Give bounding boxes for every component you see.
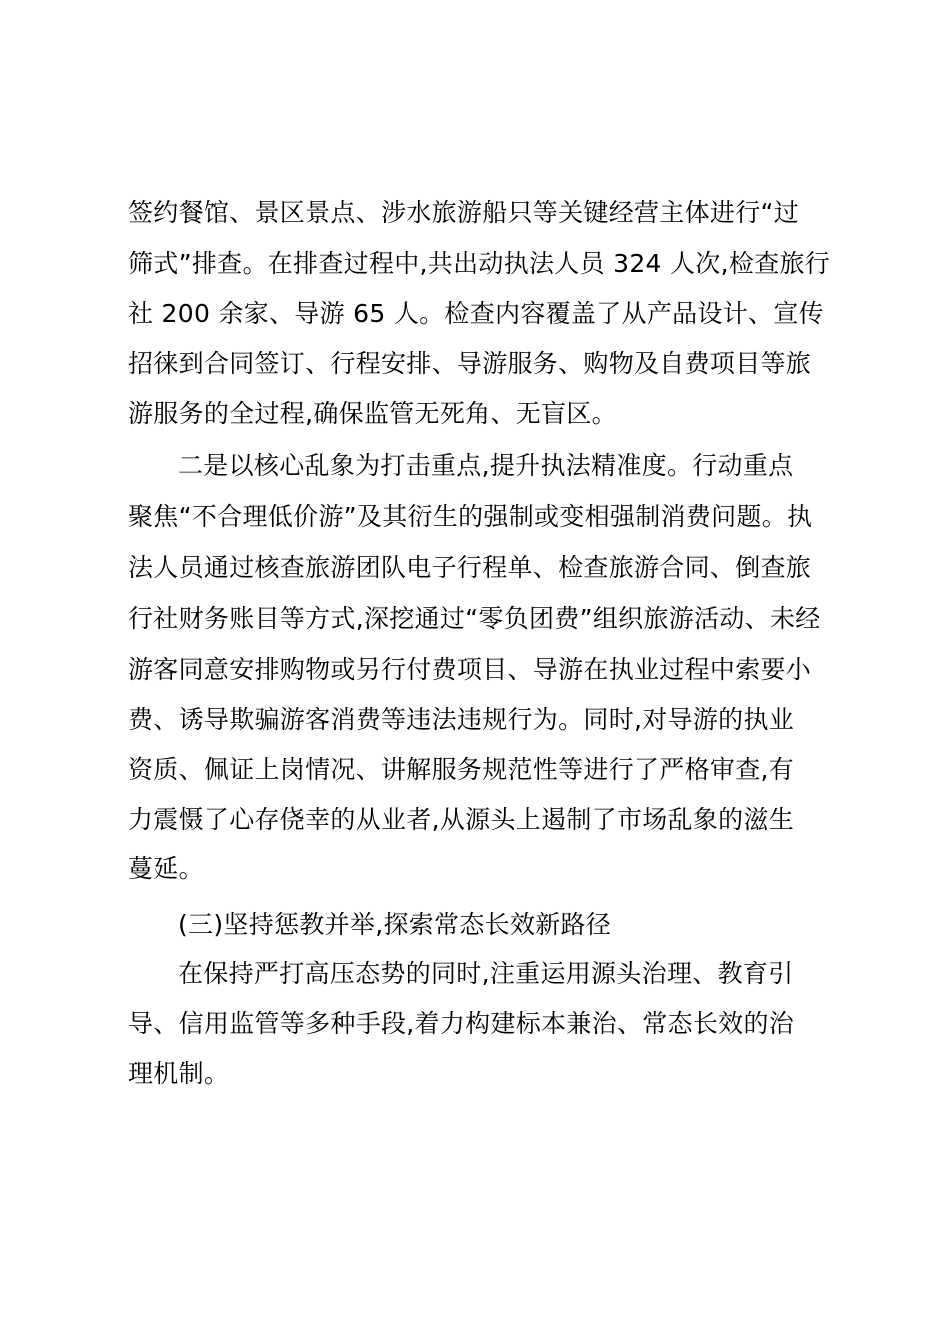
text-line: 行社财务账目等方式,深挖通过“零负团费”组织旅游活动、未经 bbox=[128, 604, 821, 633]
text-line: 理机制。 bbox=[128, 1059, 230, 1088]
text-line: 招徕到合同签订、行程安排、导游服务、购物及自费项目等旅 bbox=[128, 349, 812, 378]
section-heading: (三)坚持惩教并举,探索常态长效新路径 bbox=[178, 910, 612, 939]
text-line: 聚焦“不合理低价游”及其衍生的强制或变相强制消费问题。执 bbox=[128, 502, 813, 531]
text-line: 法人员通过核查旅游团队电子行程单、检查旅游合同、倒查旅 bbox=[128, 553, 812, 582]
text-line: 费、诱导欺骗游客消费等违法违规行为。同时,对导游的执业 bbox=[128, 705, 795, 734]
text-line: 签约餐馆、景区景点、涉水旅游船只等关键经营主体进行“过 bbox=[128, 198, 800, 227]
text-line: 力震慑了心存侥幸的从业者,从源头上遏制了市场乱象的滋生 bbox=[128, 805, 795, 834]
text-line: 游服务的全过程,确保监管无死角、无盲区。 bbox=[128, 399, 617, 428]
text-line: 筛式”排查。在排查过程中,共出动执法人员 324 人次,检查旅行 bbox=[128, 249, 831, 278]
text-line: 资质、佩证上岗情况、讲解服务规范性等进行了严格审查,有 bbox=[128, 755, 795, 784]
text-line: 在保持严打高压态势的同时,注重运用源头治理、教育引 bbox=[178, 959, 794, 988]
text-line: 蔓延。 bbox=[128, 854, 204, 883]
text-line: 二是以核心乱象为打击重点,提升执法精准度。行动重点 bbox=[178, 451, 794, 480]
text-line: 游客同意安排购物或另行付费项目、导游在执业过程中索要小 bbox=[128, 655, 812, 684]
text-line: 导、信用监管等多种手段,着力构建标本兼治、常态长效的治 bbox=[128, 1009, 795, 1038]
text-line: 社 200 余家、导游 65 人。检查内容覆盖了从产品设计、宣传 bbox=[128, 299, 824, 328]
